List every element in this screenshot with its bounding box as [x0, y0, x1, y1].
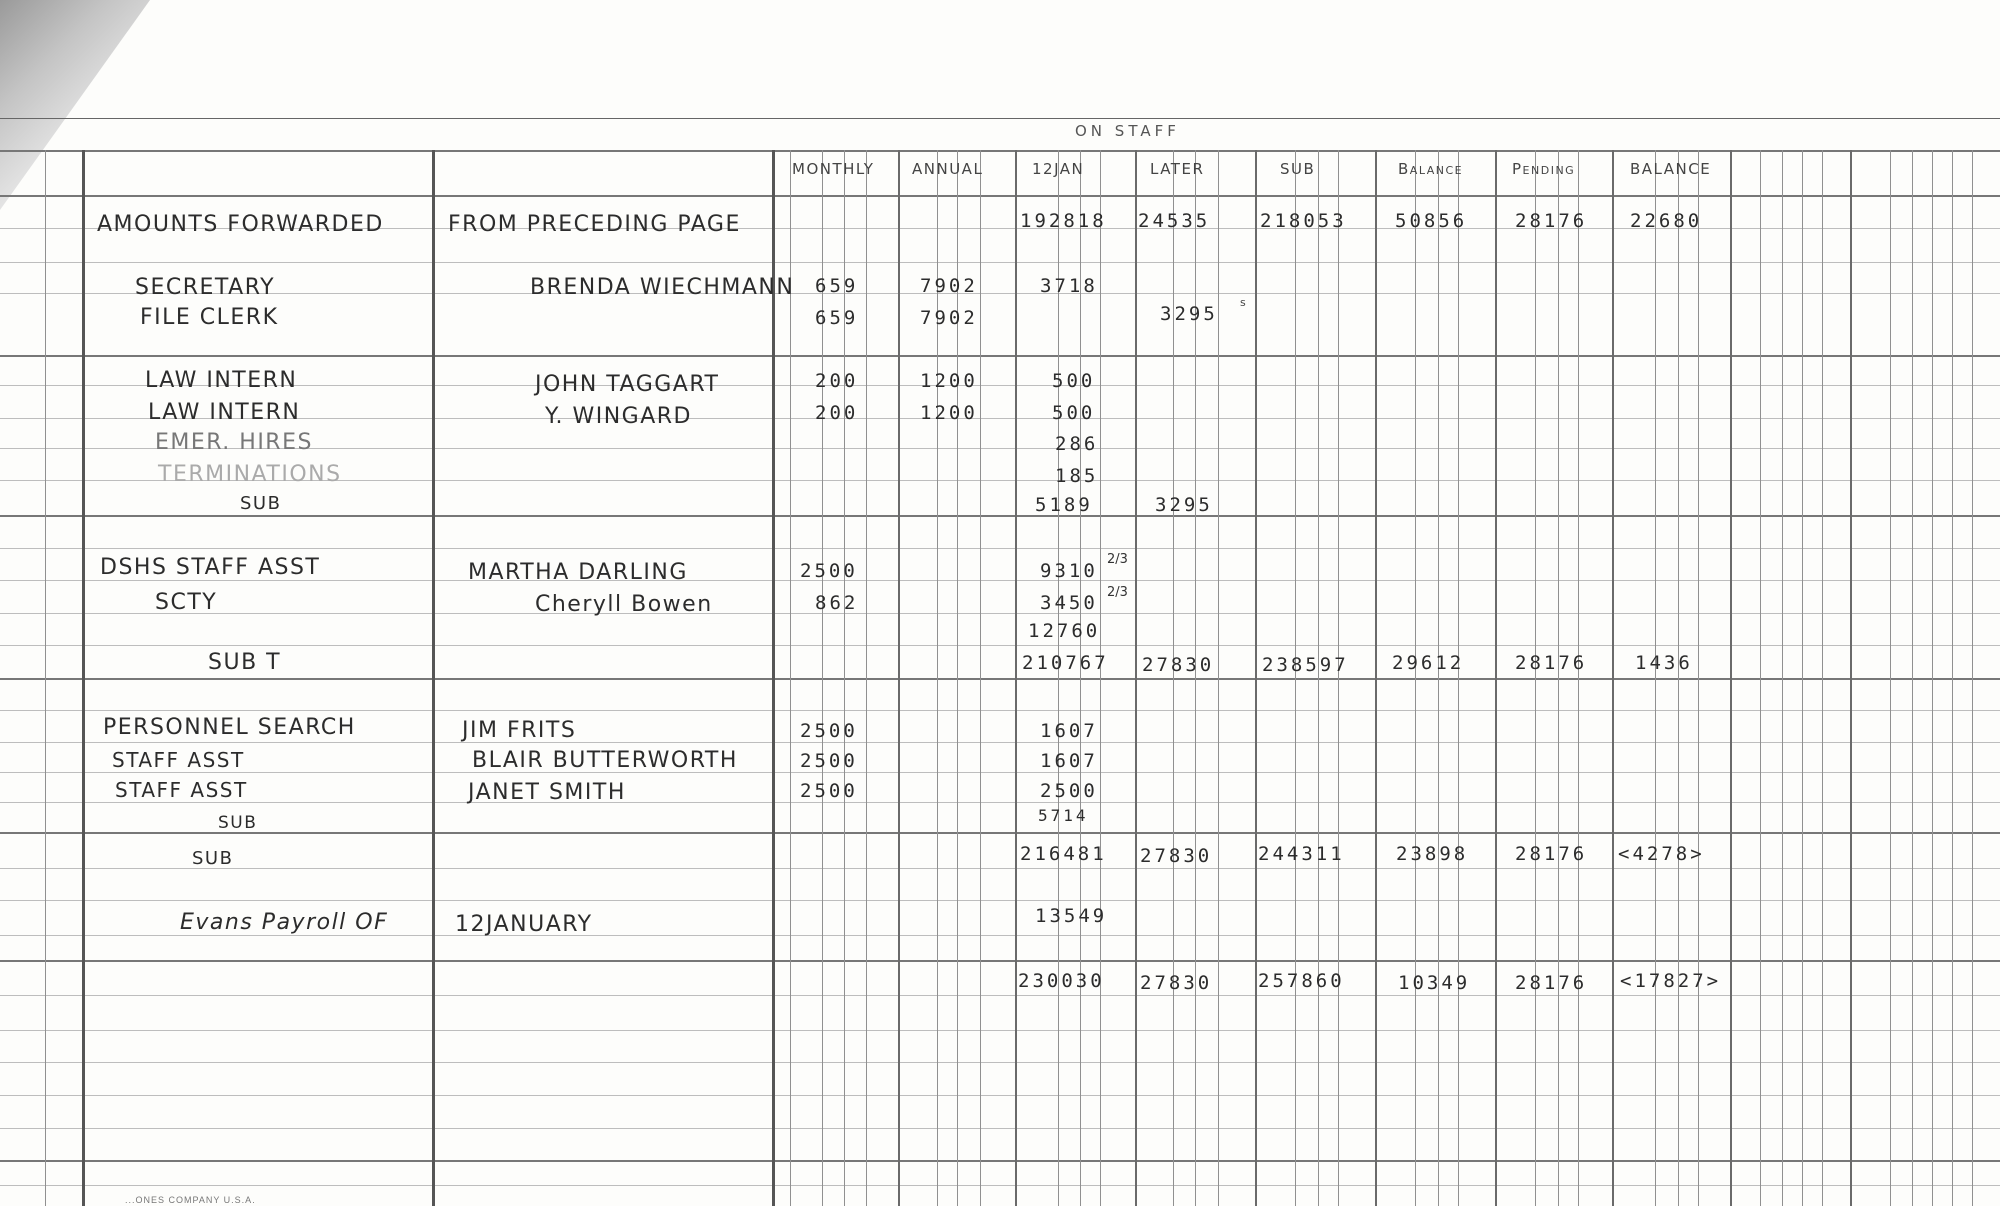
column-rule: [1255, 150, 1257, 1206]
column-rule: [1318, 150, 1319, 1206]
column-header-annual: ANNUAL: [912, 160, 984, 178]
row-label: LAW INTERN: [145, 368, 298, 393]
monthly-value: 659: [815, 307, 859, 329]
jan-value: 210767: [1022, 652, 1109, 674]
column-rule: [1698, 150, 1699, 1206]
later-value: 3295: [1160, 303, 1218, 325]
column-rule: [1100, 150, 1101, 1206]
total-pending-value: 28176: [1515, 972, 1588, 994]
row-name: JIM FRITS: [462, 718, 577, 743]
row-label: TERMINATIONS: [158, 462, 342, 487]
row-label: PERSONNEL SEARCH: [103, 715, 356, 740]
column-rule: [45, 150, 46, 1206]
column-header-monthly: MONTHLY: [792, 160, 875, 178]
column-header-pending: Pending: [1512, 160, 1576, 178]
header-rule: [0, 150, 2000, 152]
sub-value: 238597: [1262, 654, 1349, 676]
row-rule: [0, 1030, 2000, 1031]
pending-value: 28176: [1515, 652, 1588, 674]
margin-mark: s: [1240, 296, 1246, 309]
column-rule: [898, 150, 900, 1206]
pending-value: 28176: [1515, 843, 1588, 865]
row-rule: [0, 1128, 2000, 1129]
column-header-12jan: 12JAN: [1032, 160, 1085, 178]
column-rule: [772, 150, 775, 1206]
column-rule: [1952, 150, 1953, 1206]
balance-value: 50856: [1395, 210, 1468, 232]
column-rule: [1415, 150, 1416, 1206]
column-rule: [1558, 150, 1559, 1206]
footer-imprint: ...ONES COMPANY U.S.A.: [125, 1195, 256, 1205]
row-label: SECRETARY: [135, 275, 276, 300]
monthly-value: 659: [815, 275, 859, 297]
row-name: BLAIR BUTTERWORTH: [472, 748, 738, 773]
row-rule: [0, 802, 2000, 803]
column-rule: [1438, 150, 1439, 1206]
row-label: SCTY: [155, 590, 218, 615]
row-name: JOHN TAGGART: [535, 372, 720, 397]
column-rule: [980, 150, 981, 1206]
annual-value: 1200: [920, 402, 978, 424]
column-rule: [1760, 150, 1761, 1206]
later-value: 27830: [1140, 845, 1213, 867]
row-rule: [0, 772, 2000, 773]
fraction-mark: 2/3: [1107, 585, 1128, 600]
row-rule: [0, 293, 2000, 294]
section-rule: [0, 678, 2000, 680]
row-label: EMER. HIRES: [155, 430, 313, 455]
monthly-value: 200: [815, 402, 859, 424]
column-header-balance-2: BALANCE: [1630, 160, 1712, 178]
monthly-value: 200: [815, 370, 859, 392]
header-bottom-rule: [0, 195, 2000, 197]
column-rule: [1135, 150, 1137, 1206]
total-jan-value: 230030: [1018, 970, 1105, 992]
jan-value: 3718: [1040, 275, 1098, 297]
row-rule: [0, 613, 2000, 614]
column-rule: [1495, 150, 1497, 1206]
jan-value: 216481: [1020, 843, 1107, 865]
column-rule: [1972, 150, 1973, 1206]
column-rule: [1338, 150, 1339, 1206]
later-value: 24535: [1138, 210, 1211, 232]
column-rule: [1058, 150, 1059, 1206]
later-value: 27830: [1142, 654, 1215, 676]
row-rule: [0, 548, 2000, 549]
column-rule: [1890, 150, 1891, 1206]
row-rule: [0, 1185, 2000, 1186]
total-balance2-value: <17827>: [1620, 970, 1722, 992]
jan-value: 185: [1055, 465, 1099, 487]
jan-value: 1607: [1040, 720, 1098, 742]
sub-value: 218053: [1260, 210, 1347, 232]
pending-value: 28176: [1515, 210, 1588, 232]
row-name: 12JANUARY: [455, 912, 593, 937]
section-rule: [0, 832, 2000, 834]
row-label: AMOUNTS FORWARDED: [97, 212, 384, 237]
column-header-later: LATER: [1150, 160, 1205, 178]
row-label: LAW INTERN: [148, 400, 301, 425]
column-rule: [1458, 150, 1459, 1206]
row-label: SUB: [218, 813, 258, 833]
row-rule: [0, 1062, 2000, 1063]
column-rule: [1612, 150, 1614, 1206]
column-header-sub: SUB: [1280, 160, 1316, 178]
column-rule: [866, 150, 867, 1206]
column-rule: [1912, 150, 1913, 1206]
row-rule: [0, 710, 2000, 711]
section-rule: [0, 515, 2000, 517]
row-label: SUB T: [208, 650, 282, 675]
section-rule: [0, 1160, 2000, 1162]
column-rule: [1295, 150, 1296, 1206]
jan-value: 13549: [1035, 905, 1108, 927]
total-sub-value: 257860: [1258, 970, 1345, 992]
jan-value: 1607: [1040, 750, 1098, 772]
row-label: DSHS STAFF ASST: [100, 555, 321, 580]
column-rule: [1822, 150, 1823, 1206]
column-rule: [1730, 150, 1732, 1206]
column-rule: [1578, 150, 1579, 1206]
row-name: Y. WINGARD: [545, 404, 692, 429]
jan-value: 286: [1055, 433, 1099, 455]
row-rule: [0, 1095, 2000, 1096]
page-title: ON STAFF: [1075, 122, 1180, 140]
annual-value: 7902: [920, 275, 978, 297]
column-header-balance: Balance: [1398, 160, 1464, 178]
balance2-value: <4278>: [1618, 843, 1705, 865]
jan-value: 5189: [1035, 494, 1093, 516]
column-rule: [1218, 150, 1219, 1206]
balance-value: 23898: [1396, 843, 1469, 865]
jan-value: 192818: [1020, 210, 1107, 232]
page-curl: [0, 0, 150, 210]
column-rule: [1802, 150, 1803, 1206]
section-rule: [0, 355, 2000, 357]
jan-value: 9310: [1040, 560, 1098, 582]
later-value: 3295: [1155, 494, 1213, 516]
row-label: SUB: [192, 848, 234, 869]
annual-value: 1200: [920, 370, 978, 392]
row-label: STAFF ASST: [112, 748, 245, 772]
balance-value: 29612: [1392, 652, 1465, 674]
balance2-value: 1436: [1635, 652, 1693, 674]
row-rule: [0, 900, 2000, 901]
jan-value: 2500: [1040, 780, 1098, 802]
row-name: JANET SMITH: [468, 780, 626, 805]
column-rule: [1015, 150, 1017, 1206]
column-rule: [1080, 150, 1081, 1206]
row-label: SUB: [240, 493, 282, 514]
total-balance-value: 10349: [1398, 972, 1471, 994]
column-rule: [1782, 150, 1783, 1206]
column-rule: [432, 150, 435, 1206]
row-rule: [0, 868, 2000, 869]
row-name: Cheryll Bowen: [535, 592, 713, 617]
jan-value: 500: [1052, 370, 1096, 392]
jan-value: 3450: [1040, 592, 1098, 614]
column-rule: [1655, 150, 1656, 1206]
monthly-value: 2500: [800, 720, 858, 742]
column-rule: [1850, 150, 1852, 1206]
fraction-mark: 2/3: [1107, 552, 1128, 567]
row-name: BRENDA WIECHMANN: [530, 275, 795, 300]
row-label: FILE CLERK: [140, 305, 279, 330]
monthly-value: 2500: [800, 560, 858, 582]
monthly-value: 2500: [800, 780, 858, 802]
monthly-value: 2500: [800, 750, 858, 772]
balance2-value: 22680: [1630, 210, 1703, 232]
annual-value: 7902: [920, 307, 978, 329]
row-rule: [0, 645, 2000, 646]
row-name: FROM PRECEDING PAGE: [448, 212, 741, 237]
row-rule: [0, 262, 2000, 263]
row-rule: [0, 995, 2000, 996]
total-later-value: 27830: [1140, 972, 1213, 994]
column-rule: [1678, 150, 1679, 1206]
jan-value: 500: [1052, 402, 1096, 424]
monthly-value: 862: [815, 592, 859, 614]
row-label: STAFF ASST: [115, 778, 248, 802]
column-rule: [1375, 150, 1377, 1206]
sub-value: 244311: [1258, 843, 1345, 865]
row-rule: [0, 742, 2000, 743]
jan-value: 12760: [1028, 620, 1101, 642]
row-rule: [0, 580, 2000, 581]
row-rule: [0, 935, 2000, 936]
column-rule: [1932, 150, 1933, 1206]
row-name: MARTHA DARLING: [468, 560, 688, 585]
top-rule: [0, 118, 2000, 119]
jan-value: 5714: [1038, 806, 1089, 825]
row-label: Evans Payroll OF: [180, 910, 389, 935]
column-rule: [1535, 150, 1536, 1206]
row-rule: [0, 385, 2000, 386]
column-rule: [790, 150, 791, 1206]
section-rule: [0, 960, 2000, 962]
column-rule: [82, 150, 85, 1206]
